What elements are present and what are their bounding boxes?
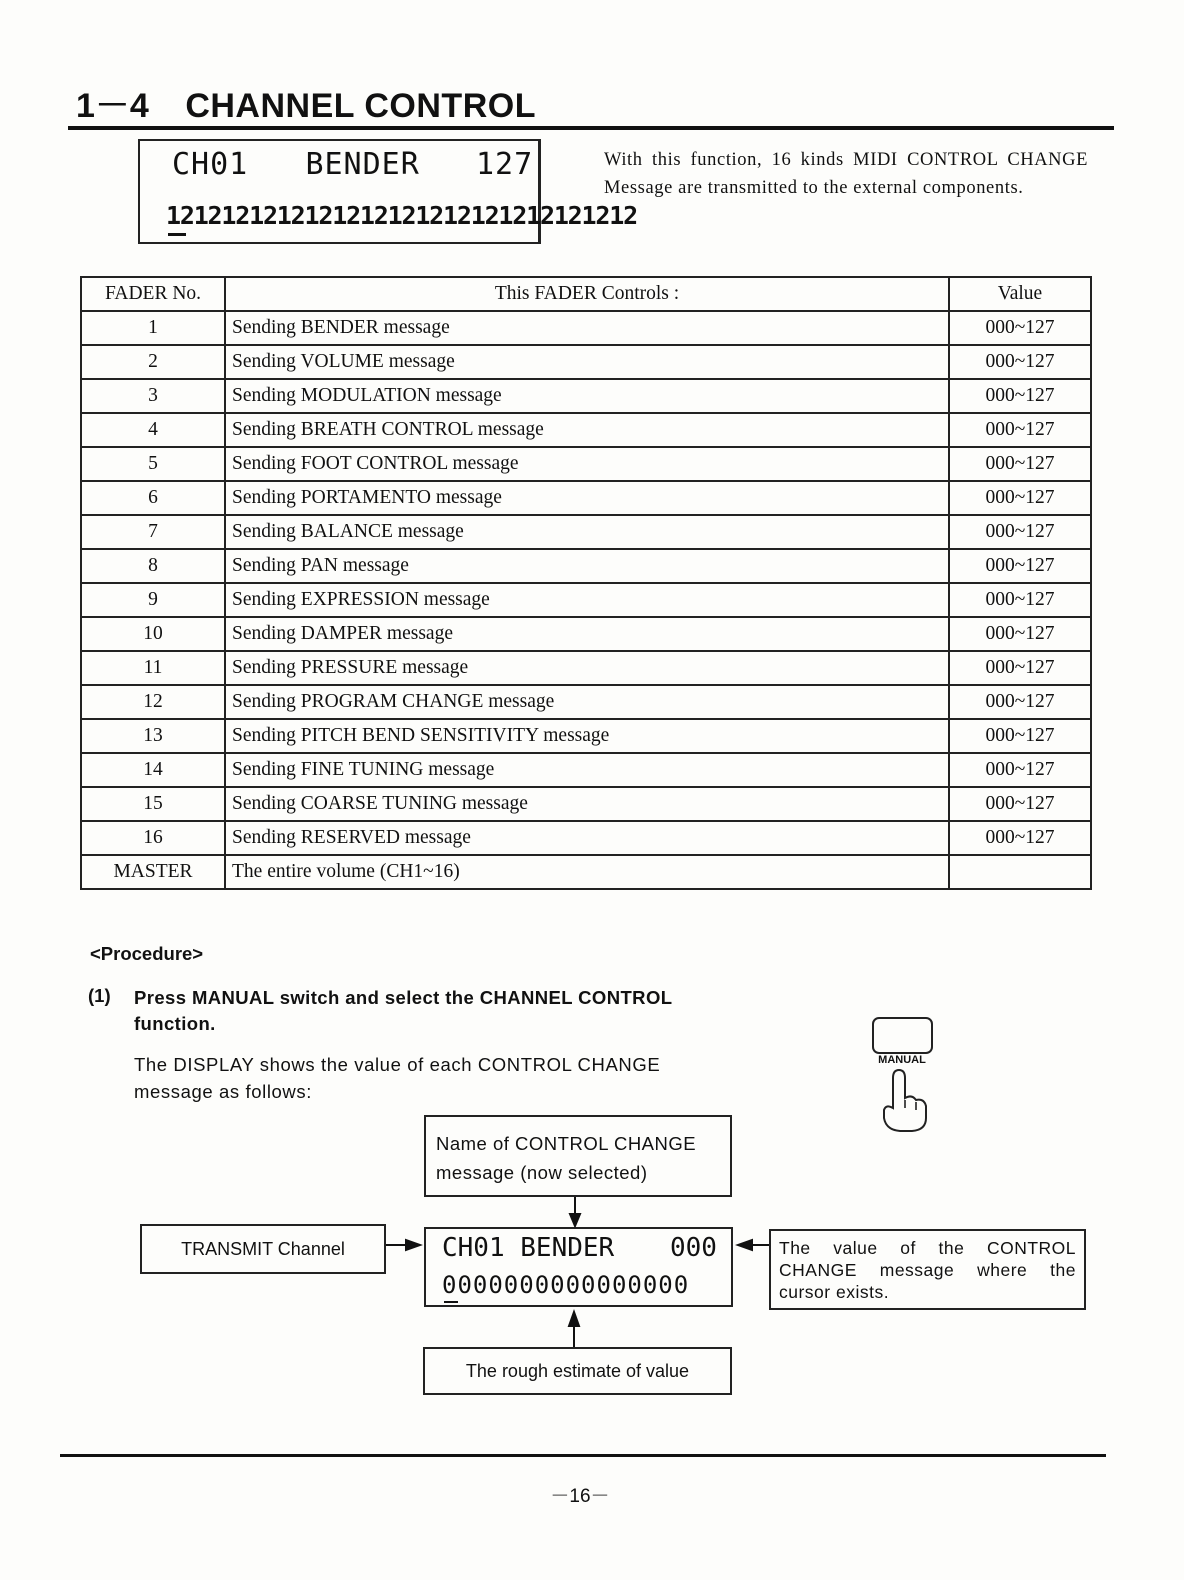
fader-number-cell: 2	[81, 345, 225, 379]
fader-controls-cell: Sending FINE TUNING message	[225, 753, 949, 787]
header-fader-no: FADER No.	[81, 277, 225, 311]
fader-controls-cell: Sending MODULATION message	[225, 379, 949, 413]
fader-value-cell: 000~127	[949, 651, 1091, 685]
fader-controls-cell: Sending RESERVED message	[225, 821, 949, 855]
fader-controls-cell: Sending VOLUME message	[225, 345, 949, 379]
fader-value-cell: 000~127	[949, 549, 1091, 583]
fader-value-cell: 000~127	[949, 311, 1091, 345]
page-number: －16－	[550, 1486, 610, 1507]
fader-number-cell: 4	[81, 413, 225, 447]
fader-value-cell: 000~127	[949, 753, 1091, 787]
fader-value-cell: 000~127	[949, 787, 1091, 821]
lcd-channel: CH01	[442, 1233, 505, 1263]
intro-text: With this function, 16 kinds MIDI CONTROL CHANGE Message are transmitted to the external components.	[604, 150, 1088, 198]
fader-controls-cell: Sending COARSE TUNING message	[225, 787, 949, 821]
fader-controls-cell: Sending DAMPER message	[225, 617, 949, 651]
arrow-down-head	[570, 1214, 580, 1226]
lcd-bar-graph: 1212121212121212121212121212121212	[166, 201, 637, 230]
fader-number-cell: 16	[81, 821, 225, 855]
fader-number-cell: 14	[81, 753, 225, 787]
fader-controls-cell: Sending BREATH CONTROL message	[225, 413, 949, 447]
fader-controls-cell: Sending EXPRESSION message	[225, 583, 949, 617]
lcd-value: 127	[476, 147, 534, 182]
header-controls: This FADER Controls :	[225, 277, 949, 311]
fader-controls-cell: Sending PRESSURE message	[225, 651, 949, 685]
fader-value-cell: 000~127	[949, 821, 1091, 855]
arrow-right-head	[406, 1240, 420, 1250]
fader-controls-cell: Sending FOOT CONTROL message	[225, 447, 949, 481]
fader-value-cell: 000~127	[949, 685, 1091, 719]
fader-value-cell: 000~127	[949, 447, 1091, 481]
fader-number-cell: 11	[81, 651, 225, 685]
lcd-value: 000	[670, 1233, 717, 1263]
fader-controls-cell: Sending PAN message	[225, 549, 949, 583]
header-value: Value	[949, 277, 1091, 311]
step-number: (1)	[88, 985, 111, 1006]
fader-value-cell: 000~127	[949, 583, 1091, 617]
section-number: 1－4	[76, 87, 150, 125]
label-message-name: Name of CONTROL CHANGE message (now selected)	[424, 1115, 732, 1197]
lcd-channel: CH01	[172, 147, 249, 182]
fader-number-cell: 15	[81, 787, 225, 821]
fader-number-cell: 5	[81, 447, 225, 481]
fader-value-cell: 000~127	[949, 617, 1091, 651]
section-title-text: CHANNEL CONTROL	[185, 87, 536, 125]
fader-value-cell: 000~127	[949, 379, 1091, 413]
fader-number-cell: 13	[81, 719, 225, 753]
fader-controls-cell: Sending PITCH BEND SENSITIVITY message	[225, 719, 949, 753]
lcd-message: BENDER	[520, 1233, 615, 1263]
step-description: The DISPLAY shows the value of each CONTROL CHANGE message as follows:	[134, 1054, 661, 1102]
fader-controls-cell: Sending BALANCE message	[225, 515, 949, 549]
fader-controls-cell: Sending PORTAMENTO message	[225, 481, 949, 515]
lcd-bar-graph: 0000000000000000	[442, 1271, 690, 1299]
label-control-value: The value of the CONTROL CHANGE message where the cursor exists.	[769, 1229, 1086, 1310]
label-rough-estimate: The rough estimate of value	[423, 1347, 732, 1395]
fader-number-cell: 1	[81, 311, 225, 345]
arrow-left-head	[738, 1240, 752, 1250]
fader-value-cell: 000~127	[949, 413, 1091, 447]
fader-controls-cell: Sending BENDER message	[225, 311, 949, 345]
fader-value-cell: 000~127	[949, 481, 1091, 515]
fader-value-cell: 000~127	[949, 515, 1091, 549]
fader-number-cell: 8	[81, 549, 225, 583]
fader-number-cell: 10	[81, 617, 225, 651]
fader-controls-cell: Sending PROGRAM CHANGE message	[225, 685, 949, 719]
lcd-message: BENDER	[305, 147, 420, 182]
fader-number-cell: 12	[81, 685, 225, 719]
fader-controls-cell: The entire volume (CH1~16)	[225, 855, 949, 889]
fader-number-cell: 3	[81, 379, 225, 413]
step-instruction: Press MANUAL switch and select the CHANNEL CONTROL function.	[134, 987, 673, 1034]
fader-value-cell: 000~127	[949, 345, 1091, 379]
footer-rule	[60, 1454, 1106, 1457]
fader-value-cell: 000~127	[949, 719, 1091, 753]
procedure-heading: <Procedure>	[90, 943, 204, 964]
fader-number-cell: 6	[81, 481, 225, 515]
arrow-up-head	[569, 1312, 579, 1326]
label-transmit-channel: TRANSMIT Channel	[140, 1224, 386, 1274]
fader-number-cell: 7	[81, 515, 225, 549]
fader-number-cell: 9	[81, 583, 225, 617]
manual-switch-label: MANUAL	[878, 1054, 926, 1066]
fader-number-cell: MASTER	[81, 855, 225, 889]
